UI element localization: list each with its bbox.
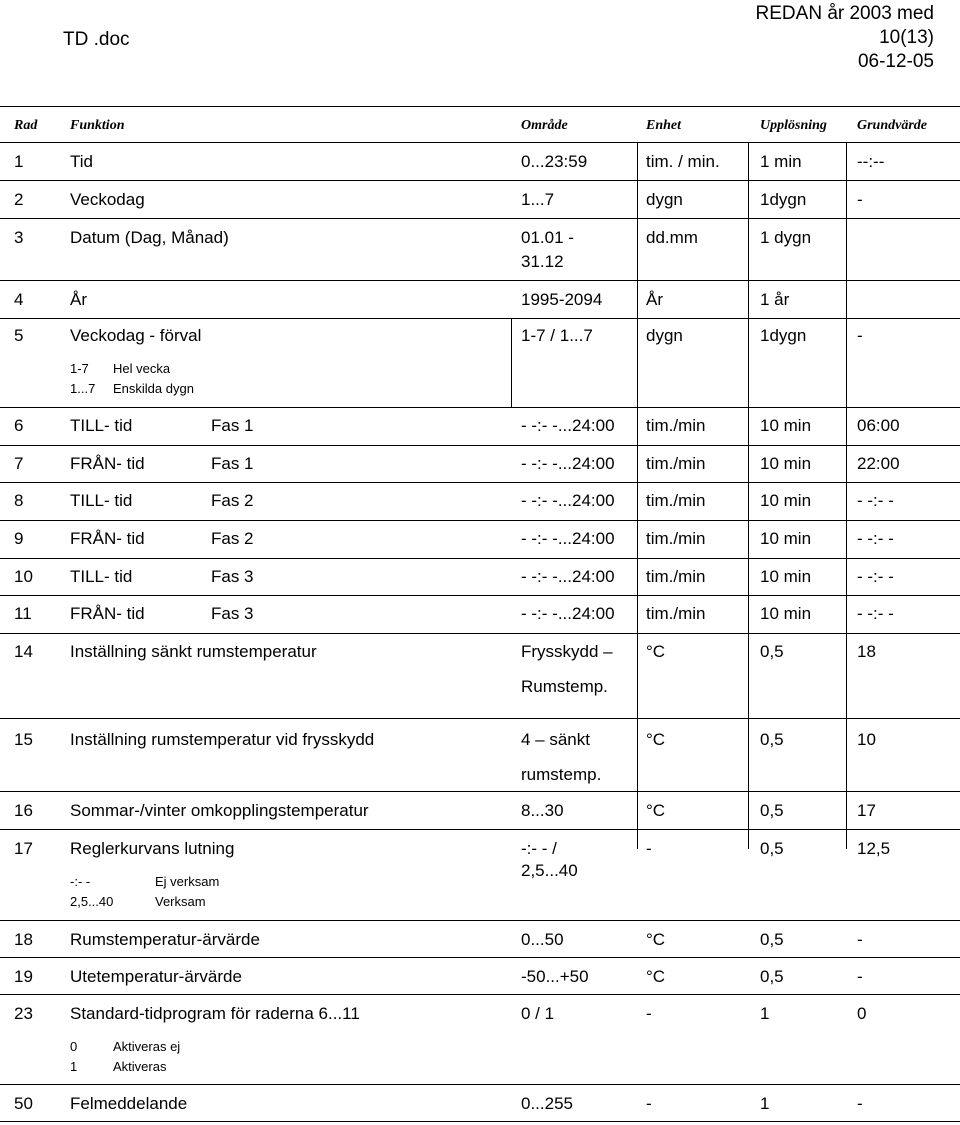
- cell-funktion: Veckodag: [70, 190, 145, 209]
- document-date: 06-12-05: [857, 51, 934, 72]
- row-rule: [0, 791, 960, 792]
- cell-upplosning: 0,5: [760, 801, 784, 820]
- row-rule: [0, 106, 960, 107]
- cell-fas: Fas 1: [211, 454, 254, 473]
- cell-omrade: -:- - /: [521, 839, 557, 858]
- cell-upplosning: 1 år: [760, 290, 790, 309]
- cell-funktion: Utetemperatur-ärvärde: [70, 967, 242, 986]
- cell-grundvarde: - -:- -: [857, 604, 894, 623]
- note-row5-code-2: 1...7: [70, 381, 96, 396]
- cell-enhet: tim./min: [646, 604, 706, 623]
- row-rule: [0, 142, 960, 143]
- cell-funktion: Tid: [70, 152, 93, 171]
- col-header-rad: Rad: [14, 118, 38, 133]
- cell-omrade-line2: 2,5...40: [521, 861, 578, 880]
- row-rule: [0, 595, 960, 596]
- cell-upplosning: 10 min: [760, 567, 812, 586]
- cell-upplosning: 1 min: [760, 152, 802, 171]
- cell-enhet: -: [646, 1004, 652, 1023]
- column-divider: [846, 142, 847, 849]
- cell-funktion: Inställning sänkt rumstemperatur: [70, 642, 317, 661]
- row-rule: [0, 280, 960, 281]
- cell-enhet: dygn: [646, 326, 683, 345]
- cell-grundvarde: 0: [857, 1004, 867, 1023]
- cell-omrade: - -:- -...24:00: [521, 491, 615, 510]
- row-rule: [0, 1084, 960, 1085]
- cell-funktion: TILL- tid: [70, 567, 133, 586]
- cell-omrade: 0...255: [521, 1094, 573, 1113]
- cell-upplosning: 0,5: [760, 642, 784, 661]
- cell-rad: 11: [14, 604, 32, 623]
- cell-upplosning: 0,5: [760, 839, 784, 858]
- cell-omrade: 8...30: [521, 801, 564, 820]
- cell-enhet: -: [646, 839, 652, 858]
- cell-enhet: tim./min: [646, 416, 706, 435]
- cell-upplosning: 1: [760, 1004, 770, 1023]
- note-row23-text-1: Aktiveras ej: [113, 1039, 181, 1054]
- cell-funktion: Rumstemperatur-ärvärde: [70, 930, 260, 949]
- cell-omrade: - -:- -...24:00: [521, 604, 615, 623]
- col-header-omrade: Område: [521, 118, 568, 133]
- cell-omrade: Frysskydd –: [521, 642, 613, 661]
- cell-omrade: 1-7 / 1...7: [521, 326, 593, 345]
- cell-funktion: FRÅN- tid: [70, 454, 145, 473]
- row-rule: [0, 994, 960, 995]
- cell-rad: 4: [14, 290, 24, 309]
- row-rule: [0, 829, 960, 830]
- column-divider: [637, 142, 638, 849]
- note-row17-text-2: Verksam: [155, 894, 206, 909]
- cell-grundvarde: 18: [857, 642, 876, 661]
- cell-enhet: dygn: [646, 190, 683, 209]
- cell-upplosning: 0,5: [760, 967, 784, 986]
- cell-grundvarde: 06:00: [857, 416, 900, 435]
- cell-funktion: År: [70, 290, 87, 309]
- row-rule: [0, 558, 960, 559]
- cell-rad: 10: [14, 567, 33, 586]
- cell-omrade: 1...7: [521, 190, 555, 209]
- cell-grundvarde: - -:- -: [857, 491, 894, 510]
- note-row5-code-1: 1-7: [70, 361, 89, 376]
- row-rule: [0, 957, 960, 958]
- row-rule: [0, 180, 960, 181]
- cell-upplosning: 1: [760, 1094, 770, 1113]
- cell-enhet: dd.mm: [646, 228, 698, 247]
- page-number: 10(13): [879, 27, 934, 48]
- cell-funktion: FRÅN- tid: [70, 529, 145, 548]
- cell-omrade: 0...23:59: [521, 152, 588, 171]
- cell-grundvarde: -: [857, 930, 863, 949]
- row-rule: [0, 1121, 960, 1122]
- cell-omrade: - -:- -...24:00: [521, 567, 615, 586]
- document-filename: TD .doc: [63, 29, 130, 50]
- cell-grundvarde: -: [857, 190, 863, 209]
- cell-rad: 1: [14, 152, 24, 171]
- cell-rad: 5: [14, 326, 24, 345]
- row-rule: [0, 718, 960, 719]
- row-rule: [0, 482, 960, 483]
- cell-funktion: FRÅN- tid: [70, 604, 145, 623]
- note-row5-text-2: Enskilda dygn: [113, 381, 194, 396]
- cell-upplosning: 10 min: [760, 491, 812, 510]
- cell-upplosning: 1dygn: [760, 190, 807, 209]
- cell-enhet: tim./min: [646, 529, 706, 548]
- cell-enhet: År: [646, 290, 663, 309]
- row-rule: [0, 318, 960, 319]
- cell-funktion: Veckodag - förval: [70, 326, 202, 345]
- cell-grundvarde: - -:- -: [857, 529, 894, 548]
- cell-funktion: Inställning rumstemperatur vid frysskydd: [70, 730, 375, 749]
- cell-omrade-line2: 31.12: [521, 252, 564, 271]
- header-right-block: [756, 2, 934, 74]
- cell-grundvarde: -: [857, 1094, 863, 1113]
- row-rule: [0, 520, 960, 521]
- cell-grundvarde: 12,5: [857, 839, 891, 858]
- cell-omrade-line2: rumstemp.: [521, 765, 602, 784]
- cell-rad: 18: [14, 930, 33, 949]
- cell-grundvarde: 22:00: [857, 454, 900, 473]
- col-header-grundvarde: Grundvärde: [857, 118, 928, 133]
- note-row23-text-2: Aktiveras: [113, 1059, 167, 1074]
- cell-fas: Fas 2: [211, 529, 254, 548]
- cell-rad: 8: [14, 491, 24, 510]
- cell-upplosning: 10 min: [760, 454, 812, 473]
- cell-rad: 2: [14, 190, 24, 209]
- cell-enhet: -: [646, 1094, 652, 1113]
- cell-enhet: °C: [646, 967, 666, 986]
- cell-upplosning: 1 dygn: [760, 228, 812, 247]
- row-rule: [0, 633, 960, 634]
- cell-upplosning: 1dygn: [760, 326, 807, 345]
- row-rule: [0, 445, 960, 446]
- col-header-enhet: Enhet: [646, 118, 682, 133]
- cell-funktion: Felmeddelande: [70, 1094, 188, 1113]
- cell-funktion: TILL- tid: [70, 416, 133, 435]
- row-rule: [0, 407, 960, 408]
- cell-upplosning: 0,5: [760, 730, 784, 749]
- note-row17-code-1: -:- -: [70, 874, 91, 889]
- cell-omrade: 0 / 1: [521, 1004, 555, 1023]
- cell-grundvarde: 17: [857, 801, 876, 820]
- note-row23-code-1: 0: [70, 1039, 78, 1054]
- cell-omrade: -50...+50: [521, 967, 589, 986]
- column-divider: [511, 318, 512, 407]
- cell-funktion: Datum (Dag, Månad): [70, 228, 229, 247]
- cell-enhet: °C: [646, 801, 666, 820]
- cell-omrade: 1995-2094: [521, 290, 603, 309]
- cell-funktion: Reglerkurvans lutning: [70, 839, 235, 858]
- cell-rad: 6: [14, 416, 24, 435]
- cell-omrade: - -:- -...24:00: [521, 416, 615, 435]
- note-row17-code-2: 2,5...40: [70, 894, 114, 909]
- cell-funktion: Sommar-/vinter omkopplingstemperatur: [70, 801, 369, 820]
- cell-omrade: 0...50: [521, 930, 564, 949]
- col-header-funktion: Funktion: [70, 118, 125, 133]
- cell-rad: 7: [14, 454, 24, 473]
- row-rule: [0, 218, 960, 219]
- note-row17-text-1: Ej verksam: [155, 874, 220, 889]
- cell-grundvarde: 10: [857, 730, 876, 749]
- cell-upplosning: 10 min: [760, 604, 812, 623]
- cell-enhet: tim./min: [646, 491, 706, 510]
- cell-upplosning: 0,5: [760, 930, 784, 949]
- row-rule: [0, 920, 960, 921]
- cell-rad: 14: [14, 642, 33, 661]
- cell-omrade: 01.01 -: [521, 228, 574, 247]
- cell-enhet: °C: [646, 930, 666, 949]
- cell-grundvarde: --:--: [857, 152, 885, 171]
- cell-grundvarde: -: [857, 326, 863, 345]
- cell-omrade: 4 – sänkt: [521, 730, 590, 749]
- cell-enhet: °C: [646, 730, 666, 749]
- note-row5-text-1: Hel vecka: [113, 361, 171, 376]
- document-title: REDAN år 2003 med: [755, 3, 934, 24]
- cell-upplosning: 10 min: [760, 416, 812, 435]
- cell-rad: 19: [14, 967, 33, 986]
- cell-fas: Fas 3: [211, 604, 254, 623]
- cell-enhet: tim./min: [646, 454, 706, 473]
- cell-omrade-line2: Rumstemp.: [521, 677, 608, 696]
- cell-rad: 17: [14, 839, 33, 858]
- cell-rad: 3: [14, 228, 24, 247]
- cell-fas: Fas 2: [211, 491, 254, 510]
- cell-funktion: TILL- tid: [70, 491, 133, 510]
- cell-fas: Fas 1: [211, 416, 254, 435]
- cell-upplosning: 10 min: [760, 529, 812, 548]
- cell-enhet: °C: [646, 642, 666, 661]
- col-header-upplosning: Upplösning: [760, 118, 827, 133]
- cell-rad: 9: [14, 529, 24, 548]
- cell-rad: 50: [14, 1094, 33, 1113]
- cell-omrade: - -:- -...24:00: [521, 454, 615, 473]
- cell-omrade: - -:- -...24:00: [521, 529, 615, 548]
- cell-grundvarde: -: [857, 967, 863, 986]
- cell-fas: Fas 3: [211, 567, 254, 586]
- cell-enhet: tim./min: [646, 567, 706, 586]
- note-row23-code-2: 1: [70, 1059, 78, 1074]
- cell-funktion: Standard-tidprogram för raderna 6...11: [70, 1004, 360, 1023]
- cell-rad: 16: [14, 801, 33, 820]
- cell-grundvarde: - -:- -: [857, 567, 894, 586]
- column-divider: [748, 142, 749, 849]
- cell-rad: 15: [14, 730, 33, 749]
- cell-enhet: tim. / min.: [646, 152, 720, 171]
- cell-rad: 23: [14, 1004, 33, 1023]
